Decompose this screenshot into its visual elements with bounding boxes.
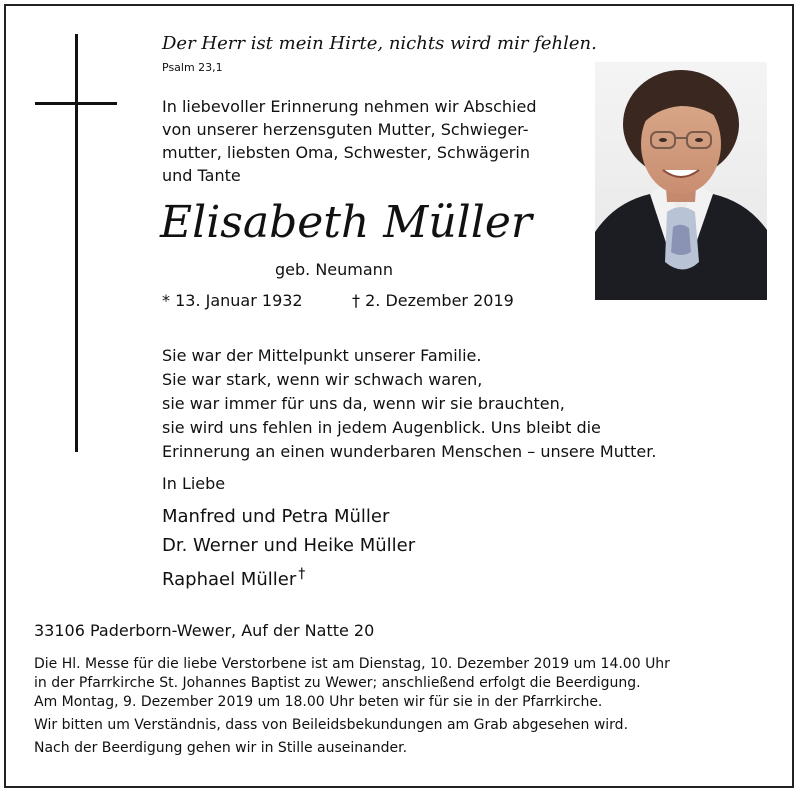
notice-line: Nach der Beerdigung gehen wir in Stille auseinander. [34, 740, 408, 756]
family-member-name: Raphael Müller [162, 569, 297, 590]
portrait-photo [595, 62, 767, 300]
poem-text [162, 344, 656, 464]
cross-icon [75, 34, 78, 452]
intro-line: mutter, liebsten Oma, Schwester, Schwägerin [162, 143, 530, 162]
poem-line: Sie war der Mittelpunkt unserer Familie. [162, 346, 482, 365]
notice-line: Am Montag, 9. Dezember 2019 um 18.00 Uhr beten wir für sie in der Pfarrkirche. [34, 694, 603, 710]
motto: Der Herr ist mein Hirte, nichts wird mir fehlen. [162, 33, 597, 54]
family-member: Manfred und Petra Müller [162, 506, 390, 527]
intro-text [162, 95, 572, 187]
funeral-notice [34, 655, 670, 758]
poem-line: Erinnerung an einen wunderbaren Menschen – unsere Mutter. [162, 442, 657, 461]
family-member [162, 560, 415, 594]
intro-line: und Tante [162, 166, 241, 185]
family-member: Dr. Werner und Heike Müller [162, 535, 416, 556]
in-love-label: In Liebe [162, 474, 226, 493]
notice-line: in der Pfarrkirche St. Johannes Baptist zu Wewer; anschließend erfolgt die Beerdigung. [34, 675, 641, 691]
psalm-reference: Psalm 23,1 [162, 61, 223, 74]
poem-line: Sie war stark, wenn wir schwach waren, [162, 370, 483, 389]
death-date: † 2. Dezember 2019 [352, 291, 514, 310]
notice-line: Wir bitten um Verständnis, dass von Beileidsbekundungen am Grab abgesehen wird. [34, 717, 629, 733]
family-list [162, 502, 415, 594]
poem-line: sie wird uns fehlen in jedem Augenblick. Uns bleibt die [162, 418, 601, 437]
intro-line: In liebevoller Erinnerung nehmen wir Abschied [162, 97, 537, 116]
address: 33106 Paderborn-Wewer, Auf der Natte 20 [34, 621, 375, 640]
cross-icon-bar [35, 102, 117, 105]
poem-line: sie war immer für uns da, wenn wir sie brauchten, [162, 394, 565, 413]
maiden-name: geb. Neumann [275, 260, 393, 279]
notice-line: Die Hl. Messe für die liebe Verstorbene ist am Dienstag, 10. Dezember 2019 um 14.00 Uhr [34, 656, 670, 672]
intro-line: von unserer herzensguten Mutter, Schwieger- [162, 120, 529, 139]
deceased-cross-icon: † [298, 566, 306, 582]
deceased-name: Elisabeth Müller [160, 197, 532, 248]
birth-date: * 13. Januar 1932 [162, 291, 303, 310]
